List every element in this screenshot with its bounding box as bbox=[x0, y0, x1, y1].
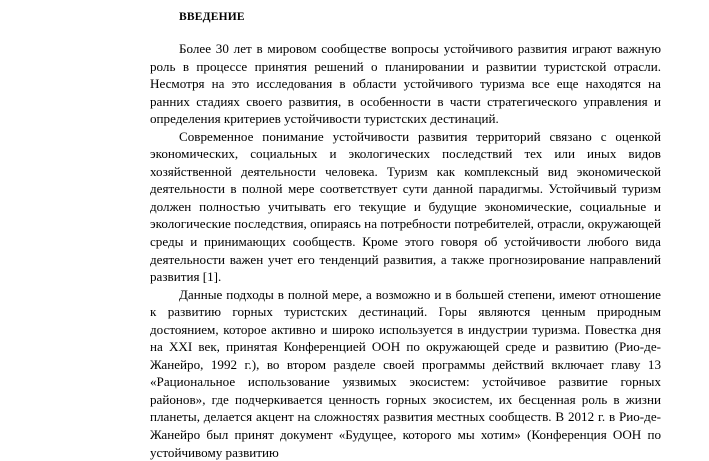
text-column bbox=[150, 0, 661, 461]
heading-spacer bbox=[150, 26, 661, 40]
section-heading: ВВЕДЕНИЕ bbox=[179, 11, 245, 23]
paragraph-1: Более 30 лет в мировом сообществе вопросы устойчивого развития играют важную роль в процессе принятия решений о планировании и развитии туристской отрасли. Несмотря на это исследования в области устойчивого туризма все еще находятся на ранних стадиях своего развития, в особенности в части стратегического управления и определения критериев устойчивости туристских дестинаций. bbox=[150, 41, 661, 127]
paragraph-2: Современное понимание устойчивости развития территорий связано с оценкой экономических, социальных и экологических последствий тех или иных видов хозяйственной деятельности человека. Туризм как комплексный вид экономической деятельности в полной мере соответствует сути данной парадигмы. Устойчивый туризм должен полностью учитывать его текущие и будущие экономические, социальные и экологические последствия, опираясь на потребности потребителей, отрасли, окружающей среды и принимающих сообществ. Кроме этого говоря об устойчивости любого вида деятельности важен учет его тенденций развития, а также прогнозирование направлений развития [1]. bbox=[150, 128, 661, 285]
paragraph-3: Данные подходы в полной мере, а возможно и в большей степени, имеют отношение к развитию горных туристских дестинаций. Горы являются ценным природным достоянием, которое активно и широко используется в индустрии туризма. Повестка дня на XXI век, принятая Конференцией ООН по окружающей среде и развитию (Рио-де-Жанейро, 1992 г.), во втором разделе своей программы действий включает главу 13 «Рациональное использование уязвимых экосистем: устойчивое развитие горных районов», где подчеркивается ценность горных экосистем, их бесценная роль в жизни планеты, делается акцент на сложностях развития местных сообществ. В 2012 г. в Рио-де-Жанейро был принят документ «Будущее, которого мы хотим» (Конференция ООН по устойчивому развитию bbox=[150, 286, 661, 460]
